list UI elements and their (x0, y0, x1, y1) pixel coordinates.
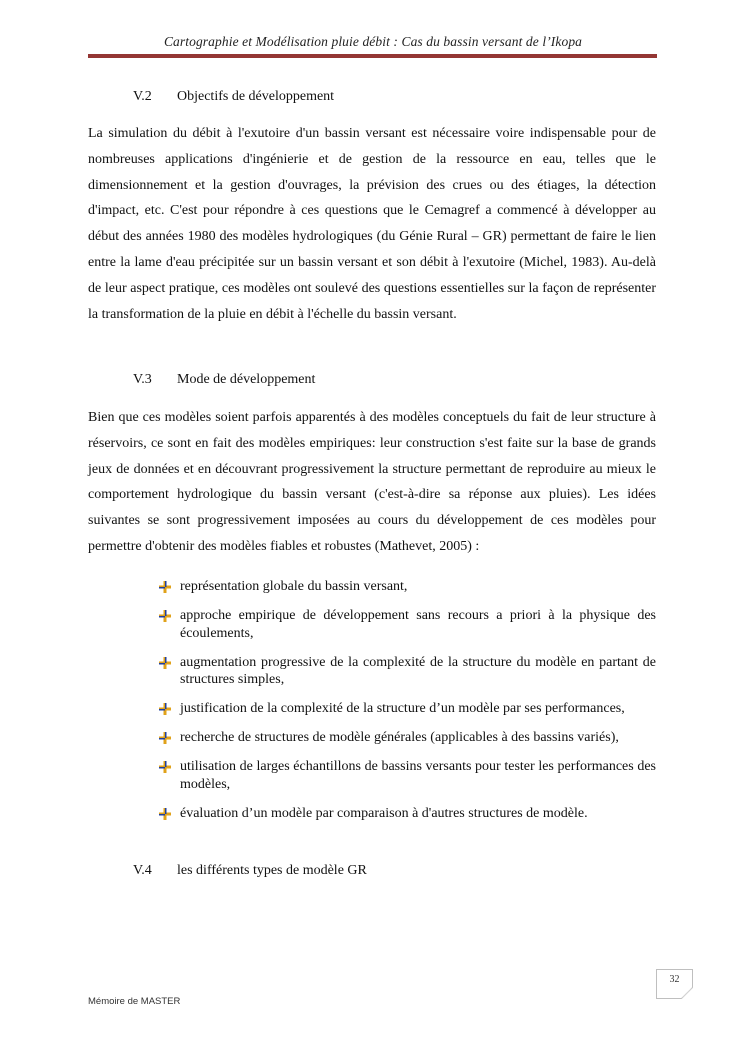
header-rule (88, 54, 657, 58)
footer-label: Mémoire de MASTER (88, 996, 181, 1007)
page-number-box (656, 969, 693, 999)
list-item (158, 654, 656, 689)
list-item-text: justification de la complexité de la structure d’un modèle par ses performances, (180, 701, 625, 716)
section-number-v4: V.4 (133, 863, 152, 878)
section-heading-v2 (133, 89, 334, 105)
page-number: 32 (669, 974, 680, 985)
section-heading-v4 (133, 863, 367, 879)
bullet-list (158, 578, 656, 834)
list-item (158, 700, 656, 718)
plus-bullet-icon (159, 808, 171, 820)
section-heading-v3 (133, 372, 315, 388)
plus-bullet-icon (159, 610, 171, 622)
running-header-title: Cartographie et Modélisation pluie débit : Cas du bassin versant de l’Ikopa (163, 34, 583, 49)
plus-bullet-icon (159, 581, 171, 593)
list-item-text: augmentation progressive de la complexité de la structure du modèle en partant de structures simples, (180, 654, 656, 687)
list-item-text: approche empirique de développement sans recours a priori à la physique des écoulements, (180, 608, 656, 641)
list-item (158, 729, 656, 747)
list-item (158, 805, 656, 823)
section-title-v3: Mode de développement (177, 372, 316, 387)
plus-bullet-icon (159, 761, 171, 773)
list-item-text: représentation globale du bassin versant, (180, 579, 408, 594)
plus-bullet-icon (159, 657, 171, 669)
page-curl-icon (681, 987, 693, 999)
paragraph-v3: Bien que ces modèles soient parfois apparentés à des modèles conceptuels du fait de leur structure à réservoirs, ce sont en fait des modèles empiriques: leur construction s'est faite sur la base de grands jeux de données et en découvrant progressivement la structure permettant de reproduire au mieux le comportement hydrologique du bassin versant (c'est-à-dire sa réponse aux pluies). Les idées suivantes se sont progressivement imposées au cours du développement de ces modèles pour permettre d'obtenir des modèles fiables et robustes (Mathevet, 2005) : (88, 410, 656, 554)
list-item-text: recherche de structures de modèle générales (applicables à des bassins variés), (180, 730, 619, 745)
list-item (158, 758, 656, 793)
list-item (158, 607, 656, 642)
section-title-v2: Objectifs de développement (177, 89, 335, 104)
plus-bullet-icon (159, 703, 171, 715)
plus-bullet-icon (159, 732, 171, 744)
section-title-v4: les différents types de modèle GR (177, 863, 367, 878)
list-item (158, 578, 656, 596)
section-number-v3: V.3 (133, 372, 152, 387)
paragraph-v2: La simulation du débit à l'exutoire d'un bassin versant est nécessaire voire indispensable pour de nombreuses applications d'ingénierie et de gestion de la ressource en eau, telles que le dimensionnement et la gestion d'ouvrages, la prévision des crues ou des étiages, la détection d'impact, etc. C'est pour répondre à ces questions que le Cemagref a commencé à développer au début des années 1980 des modèles hydrologiques (du Génie Rural – GR) permettant de faire le lien entre la lame d'eau précipitée sur un bassin versant et son débit à l'exutoire (Michel, 1983). Au-delà de leur aspect pratique, ces modèles ont soulevé des questions essentielles sur la façon de représenter la transformation de la pluie en débit à l'échelle du bassin versant. (88, 126, 656, 322)
section-number-v2: V.2 (133, 89, 152, 104)
list-item-text: utilisation de larges échantillons de bassins versants pour tester les performances des modèles, (180, 759, 656, 792)
list-item-text: évaluation d’un modèle par comparaison à d'autres structures de modèle. (180, 805, 588, 821)
